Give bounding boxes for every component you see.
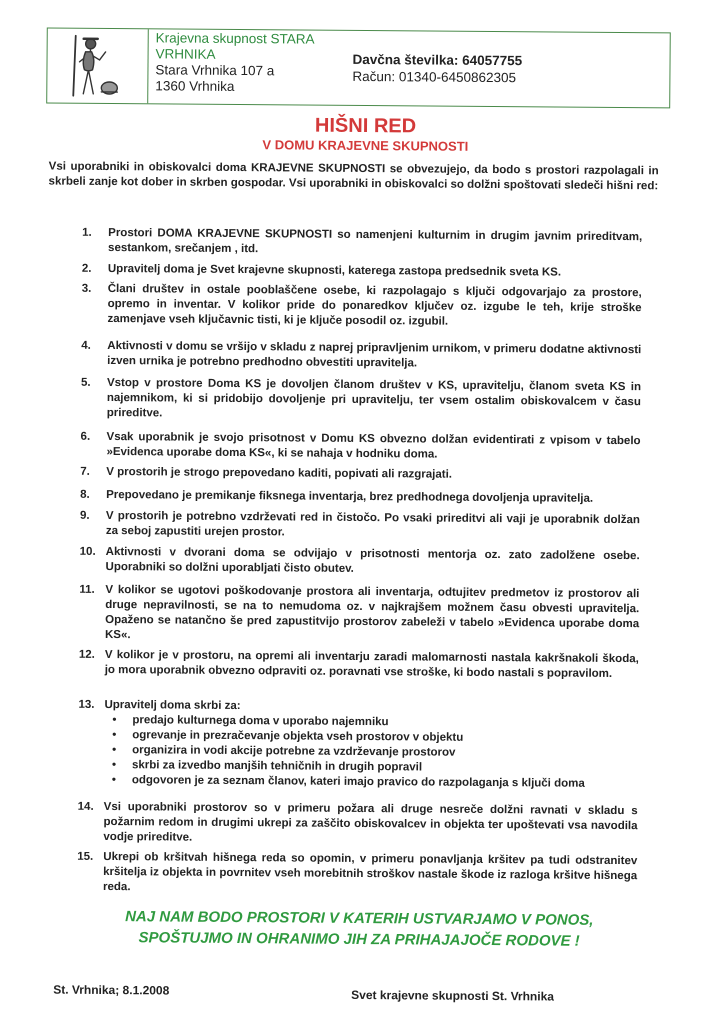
address-line-2: 1360 Vrhnika [155, 78, 235, 94]
letterhead [46, 28, 671, 109]
rule-text: V kolikor se ugotovi poškodovanje prostora ali inventarja, odtujitev predmetov iz prostorov ali druge nepravilnosti, se na to nemudoma oz. v najkrajšem možnem času obvesti upravitelja. Opaženo se natančno še pred zapustitvijo prostorov zabeleži v tabelo »Evidenca uporabe doma KS«. [104, 583, 640, 642]
list-item: • ogrevanje in prezračevanje objekta vseh prostorov v objektu [132, 728, 638, 747]
rule-number: 9. [79, 509, 90, 522]
rule-item [77, 800, 637, 849]
rule-item [80, 465, 640, 484]
rule-item [80, 488, 640, 507]
slogan-line-1: NAJ NAM BODO PROSTORI V KATERIH USTVARJAMO V PONOS, [125, 908, 594, 929]
rule-item [82, 262, 642, 281]
intro-paragraph: Vsi uporabniki in obiskovalci doma KRAJEVNE SKUPNOSTI se obvezujejo, da bodo s prostori razpolagali in skrbeli zanje kot dober in skrben gospodar. Vsi uporabniki in obiskovalci so dolžni spoštovati sledeči hišni red: [48, 160, 659, 193]
rule-text: Vstop v prostore Doma KS je dovoljen članom društev v KS, upravitelju, članom sveta KS in najemnikom, ki si pridobijo dovoljenje pri upravitelju, ter vsem ostalim obiskovalcem v času prireditve. [106, 376, 642, 420]
footer-date: St. Vrhnika; 8.1.2008 [53, 982, 170, 998]
organization-name: Krajevna skupnost STARA VRHNIKA [155, 30, 314, 62]
rule-number: 3. [81, 282, 92, 295]
rule-number: 11. [79, 583, 95, 596]
rule-number: 12. [78, 648, 95, 661]
rule-number: 7. [80, 465, 90, 478]
rule-item [81, 339, 641, 373]
rule-item [80, 430, 640, 464]
organization-block [155, 30, 355, 96]
rule-text: Člani društev in ostale pooblaščene osebe, ki razpolagajo s ključi odgovarjajo za prostore, opremo in inventar. V kolikor pride do ponaredkov ključev oz. izgube le teh, krije stroške zamenjave vseh ključavnic tisti, ki je ključe posodil oz. izgubil. [107, 282, 642, 328]
page-subtitle: V DOMU KRAJEVNE SKUPNOSTI [262, 137, 469, 154]
rule-text: Vsak uporabnik je svojo prisotnost v Domu KS obvezno dolžan evidentirati z vpisom v tabelo »Evidenca uporabe doma KS«, ki se nahaja v hodniku doma. [106, 430, 641, 461]
rule-number: 2. [81, 262, 92, 275]
rule-item [81, 376, 641, 425]
rule-item [80, 509, 640, 543]
rule-number: 15. [77, 850, 94, 863]
logo [47, 29, 149, 104]
rule-item [81, 282, 641, 331]
rule-number: 6. [80, 430, 91, 443]
list-item: • skrbi za izvedbo manjših tehničnih in drugih popravil [132, 758, 638, 777]
bank-account: Račun: 01340-6450862305 [352, 68, 517, 86]
rule-item [79, 648, 639, 682]
rule-number: 8. [80, 488, 90, 501]
rule-text: V prostorih je potrebno vzdrževati red in čistočo. Po vsaki prireditvi ali vaji je uporabnik dolžan za seboj zapustiti urejen prostor. [105, 509, 640, 539]
rule-number: 5. [80, 376, 91, 389]
slogan-line-2: SPOŠTUJMO IN OHRANIMO JIH ZA PRIHAJAJOČE RODOVE ! [138, 929, 580, 950]
closing-slogan [0, 905, 722, 953]
rule-text: Ukrepi ob kršitvah hišnega reda so opomin, v primeru ponavljanja kršitev pa tudi odstranitev kršitelja iz objekta in povrnitev vseh morebitnih stroškov nastale škode iz razloga kršitve hišnega reda. [102, 850, 638, 894]
list-item: • odgovoren je za seznam članov, kateri imajo pravico do razpolaganja s ključi doma [132, 773, 638, 792]
rule-item [77, 850, 637, 899]
list-item: • predajo kulturnega doma v uporabo najemniku [132, 713, 638, 732]
rule-text: Upravitelj doma skrbi za: [104, 698, 241, 713]
rule-text: Aktivnosti v dvorani doma se odvijajo v prisotnosti mentorja oz. zato zadolžene osebe. Uporabniki so dolžni uporabljati čisto obutev. [105, 545, 640, 575]
rule-item [79, 583, 639, 647]
rule-text: Upravitelj doma je Svet krajevne skupnosti, katerega zastopa predsednik sveta KS. [107, 262, 562, 279]
list-item: • organizira in vodi akcije potrebne za vzdrževanje prostorov [132, 743, 638, 762]
rule-text: Vsi uporabniki prostorov so v primeru požara ali druge nesreče dolžni ravnati v skladu s požarnim redom in drugimi ukrepi za zaščito obiskovalcev in objekta ter upoštevati vsa navodila vodje prireditve. [103, 800, 638, 844]
tax-number: Davčna številka: 64057755 [352, 51, 523, 69]
address-line-1: Stara Vrhnika 107 a [155, 62, 275, 79]
rules-list [77, 226, 643, 894]
tax-block [352, 51, 522, 86]
farmer-logo-icon [55, 32, 140, 101]
rule-text: Prepovedano je premikanje fiksnega inventarja, brez predhodnega dovoljenja upravitelja. [106, 488, 594, 505]
rule-item [82, 226, 642, 260]
footer-signature: Svet krajevne skupnosti St. Vrhnika [351, 987, 555, 1004]
rule-number: 13. [78, 698, 95, 711]
duties-list [78, 713, 639, 792]
rule-number: 4. [81, 339, 91, 352]
rule-number: 14. [77, 800, 94, 813]
page-title: HIŠNI RED [314, 114, 417, 138]
rule-text: V kolikor je v prostoru, na opremi ali inventarju zaradi malomarnosti nastala kakršnakoli škoda, jo mora uporabnik obvezno odpraviti oz. poravnati vse stroške, ki bodo nastali s popravilom. [104, 648, 639, 680]
rule-item [78, 698, 639, 792]
rule-text: Aktivnosti v domu se vršijo v skladu z naprej pripravljenim urnikom, v primeru dodatne aktivnosti izven urnika je potrebno predhodno obvestiti upravitelja. [107, 339, 642, 370]
rule-text: Prostori DOMA KRAJEVNE SKUPNOSTI so namenjeni kulturnim in drugim javnim prireditvam, sestankom, srečanjem , itd. [108, 226, 643, 256]
rule-number: 10. [79, 545, 96, 558]
rule-item [79, 545, 639, 579]
rule-text: V prostorih je strogo prepovedano kaditi, popivati ali razgrajati. [106, 465, 453, 481]
rule-number: 1. [82, 226, 92, 239]
